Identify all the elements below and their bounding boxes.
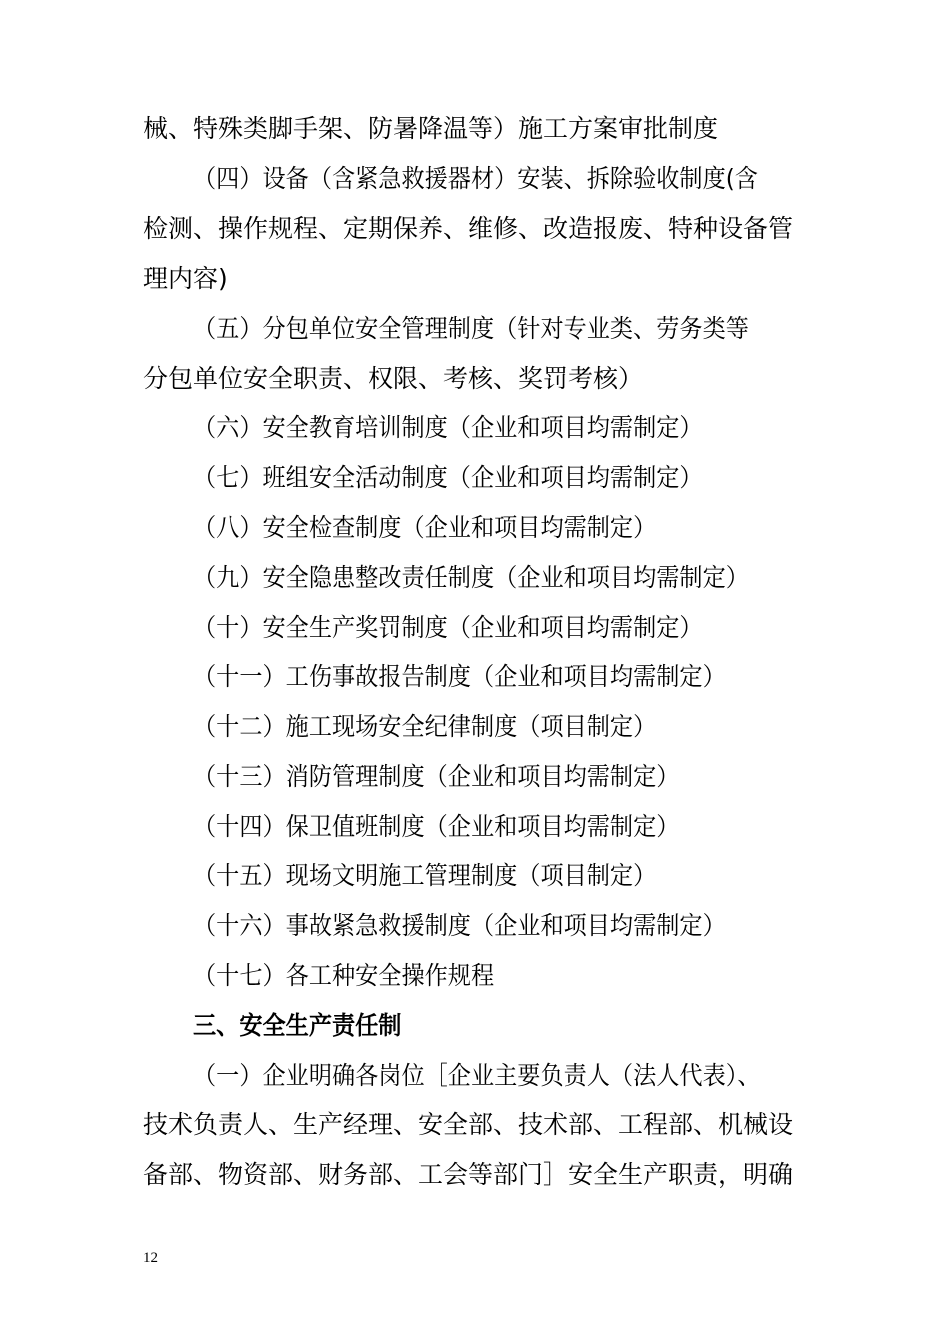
text-line: （四）设备（含紧急救援器材）安装、拆除验收制度(含 — [193, 164, 758, 193]
text-line: 理内容) — [143, 264, 228, 293]
text-line: （十三）消防管理制度（企业和项目均需制定） — [193, 762, 680, 791]
text-line: （十二）施工现场安全纪律制度（项目制定） — [193, 712, 657, 741]
text-line: （六）安全教育培训制度（企业和项目均需制定） — [193, 413, 703, 442]
text-line: （十四）保卫值班制度（企业和项目均需制定） — [193, 812, 680, 841]
text-line: 备部、物资部、财务部、工会等部门］安全生产职责，明确 — [143, 1160, 794, 1189]
text-line: （七）班组安全活动制度（企业和项目均需制定） — [193, 463, 703, 492]
text-line: （十）安全生产奖罚制度（企业和项目均需制定） — [193, 613, 703, 642]
text-line: （八）安全检查制度（企业和项目均需制定） — [193, 513, 657, 542]
text-line: 械、特殊类脚手架、防暑降温等）施工方案审批制度 — [143, 114, 719, 143]
text-line: （十七）各工种安全操作规程 — [193, 961, 495, 990]
text-line: （十五）现场文明施工管理制度（项目制定） — [193, 861, 657, 890]
text-line: 检测、操作规程、定期保养、维修、改造报废、特种设备管 — [143, 214, 794, 243]
text-line: （十六）事故紧急救援制度（企业和项目均需制定） — [193, 911, 726, 940]
section-heading: 三、安全生产责任制 — [193, 1011, 402, 1040]
text-line: （五）分包单位安全管理制度（针对专业类、劳务类等 — [193, 314, 749, 343]
text-line: （九）安全隐患整改责任制度（企业和项目均需制定） — [193, 563, 749, 592]
page-number: 12 — [143, 1250, 158, 1266]
text-line: 技术负责人、生产经理、安全部、技术部、工程部、机械设 — [143, 1110, 794, 1139]
text-line: 分包单位安全职责、权限、考核、奖罚考核） — [143, 364, 644, 393]
text-line: （一）企业明确各岗位［企业主要负责人（法人代表）、 — [193, 1061, 761, 1090]
text-line: （十一）工伤事故报告制度（企业和项目均需制定） — [193, 662, 726, 691]
